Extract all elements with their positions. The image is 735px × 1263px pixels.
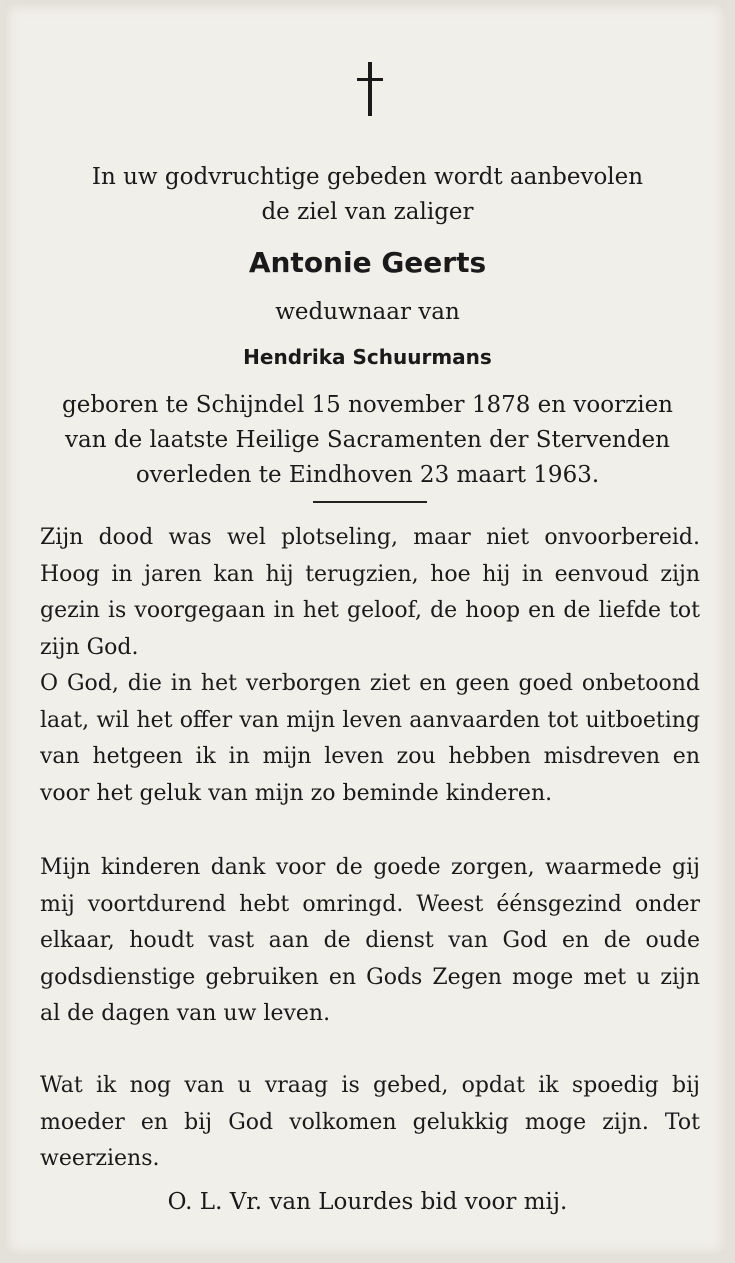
cross-icon: [355, 60, 385, 118]
paragraph-1: [40, 520, 700, 666]
deceased-name: Antonie Geerts: [248, 246, 487, 279]
paragraph-4-text: Wat ik nog van u vraag is gebed, opdat ik spoedig bij moeder en bij God volkomen gelukkig moge zijn. Tot weerziens.: [40, 1073, 700, 1172]
paragraph-3: [40, 850, 700, 1033]
intro-line-1: In uw godvruchtige gebeden wordt aanbevolen: [91, 164, 644, 190]
sacraments-line: van de laatste Heilige Sacramenten der Stervenden: [65, 427, 670, 453]
divider: [313, 501, 427, 503]
paragraph-1-text: Zijn dood was wel plotseling, maar niet onvoorbereid. Hoog in jaren kan hij terugzien, hoe hij in eenvoud zijn gezin is voorgegaan in het geloof, de hoop en de liefde tot zijn God.: [40, 525, 700, 660]
intro-line-2: de ziel van zaliger: [261, 199, 474, 225]
relation-text: weduwnaar van: [275, 299, 460, 325]
paragraph-4: [40, 1068, 700, 1178]
closing-prayer: O. L. Vr. van Lourdes bid voor mij.: [167, 1189, 568, 1215]
paragraph-2: [40, 666, 700, 812]
spouse-name: Hendrika Schuurmans: [243, 345, 492, 369]
birth-line: geboren te Schijndel 15 november 1878 en voorzien: [61, 392, 673, 418]
paragraph-3-text: Mijn kinderen dank voor de goede zorgen, waarmede gij mij voortdurend hebt omringd. Weest éénsgezind onder elkaar, houdt vast aan de dienst van God en de oude godsdienstige gebruiken en Gods Zegen moge met u zijn al de dagen van uw leven.: [40, 855, 700, 1027]
death-line: overleden te Eindhoven 23 maart 1963.: [135, 462, 600, 488]
paragraph-2-text: O God, die in het verborgen ziet en geen goed onbetoond laat, wil het offer van mijn leven aanvaarden tot uitboeting van hetgeen ik in mijn leven zou hebben misdreven en voor het geluk van mijn zo beminde kinderen.: [40, 671, 700, 806]
